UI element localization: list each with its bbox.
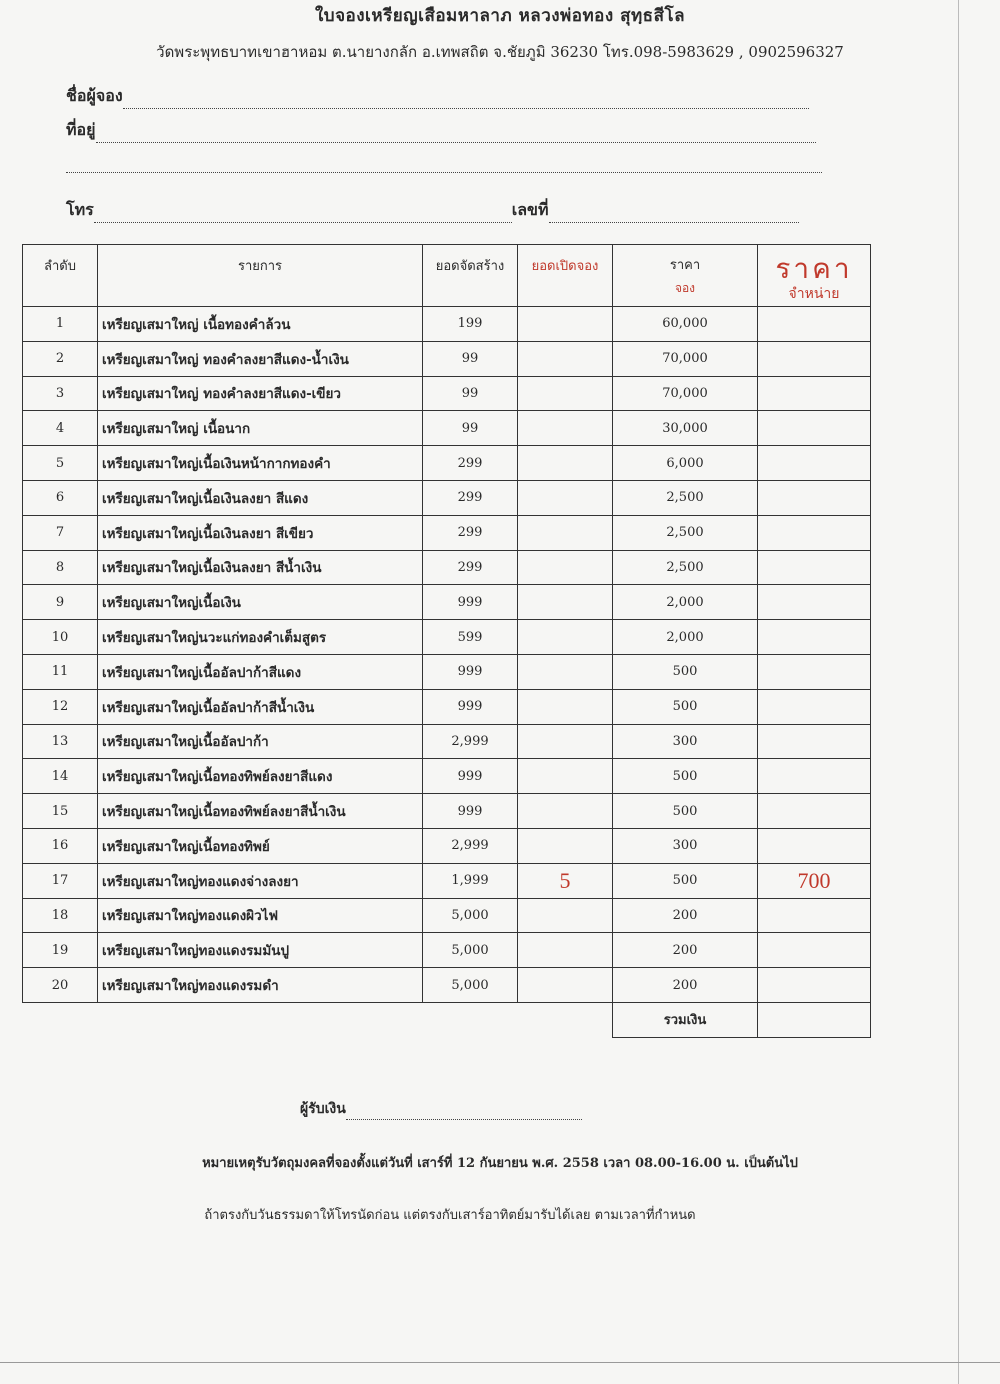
row-item-name: เหรียญเสมาใหญ่เนื้อทองทิพย์ลงยาสีน้ำเงิน [98, 794, 423, 829]
row-price: 2,500 [613, 550, 758, 585]
row-sale-price [758, 759, 871, 794]
row-price: 2,500 [613, 480, 758, 515]
row-sale-price [758, 620, 871, 655]
pickup-note: หมายเหตุรับวัตถุมงคลที่จองตั้งแต่วันที่ เสาร์ที่ 12 กันยายน พ.ศ. 2558 เวลา 08.00-16.00 น. เป็นต้นไป [202, 1156, 798, 1171]
number-line [549, 209, 799, 223]
row-open-booking [518, 550, 613, 585]
row-index: 16 [23, 828, 98, 863]
row-quantity: 299 [423, 446, 518, 481]
row-price: 500 [613, 654, 758, 689]
table-row [23, 341, 871, 376]
row-price: 500 [613, 794, 758, 829]
row-quantity: 999 [423, 794, 518, 829]
row-price: 500 [613, 759, 758, 794]
total-row [23, 1002, 871, 1037]
row-index: 7 [23, 515, 98, 550]
items-table [22, 244, 871, 1038]
row-open-booking: 5 [518, 863, 613, 898]
row-sale-price [758, 515, 871, 550]
table-row [23, 411, 871, 446]
row-price: 200 [613, 968, 758, 1003]
booker-name-field [66, 84, 809, 109]
row-quantity: 99 [423, 411, 518, 446]
row-index: 13 [23, 724, 98, 759]
phone-field [66, 198, 799, 223]
row-quantity: 5,000 [423, 933, 518, 968]
row-index: 4 [23, 411, 98, 446]
row-price: 500 [613, 863, 758, 898]
row-item-name: เหรียญเสมาใหญ่เนื้อทองทิพย์ [98, 828, 423, 863]
row-item-name: เหรียญเสมาใหญ่ทองแดงรมมันปู [98, 933, 423, 968]
row-index: 14 [23, 759, 98, 794]
table-row [23, 689, 871, 724]
row-sale-price [758, 794, 871, 829]
row-sale-price [758, 968, 871, 1003]
row-item-name: เหรียญเสมาใหญ่เนื้อเงินลงยา สีน้ำเงิน [98, 550, 423, 585]
receiver-line [346, 1106, 582, 1120]
row-quantity: 999 [423, 759, 518, 794]
row-price: 70,000 [613, 341, 758, 376]
table-body [23, 307, 871, 1003]
row-index: 3 [23, 376, 98, 411]
row-item-name: เหรียญเสมาใหญ่ ทองคำลงยาสีแดง-เขียว [98, 376, 423, 411]
row-quantity: 99 [423, 376, 518, 411]
row-sale-price [758, 933, 871, 968]
row-index: 18 [23, 898, 98, 933]
form-title: ใบจองเหรียญเสือมหาลาภ หลวงพ่อทอง สุทฺธสีโล [314, 6, 685, 26]
table-header-row [23, 245, 871, 307]
row-item-name: เหรียญเสมาใหญ่ทองแดงจ่างลงยา [98, 863, 423, 898]
row-item-name: เหรียญเสมาใหญ่เนื้อทองทิพย์ลงยาสีแดง [98, 759, 423, 794]
table-row [23, 759, 871, 794]
row-item-name: เหรียญเสมาใหญ่ เนื้อนาก [98, 411, 423, 446]
table-row [23, 585, 871, 620]
row-open-booking [518, 968, 613, 1003]
row-item-name: เหรียญเสมาใหญ่เนื้อเงินหน้ากากทองคำ [98, 446, 423, 481]
row-open-booking [518, 689, 613, 724]
table-row [23, 898, 871, 933]
table-row [23, 933, 871, 968]
table-row [23, 620, 871, 655]
row-item-name: เหรียญเสมาใหญ่เนื้ออัลปาก้าสีแดง [98, 654, 423, 689]
row-price: 2,500 [613, 515, 758, 550]
row-item-name: เหรียญเสมาใหญ่เนื้อเงินลงยา สีเขียว [98, 515, 423, 550]
row-sale-price [758, 689, 871, 724]
row-price: 70,000 [613, 376, 758, 411]
row-sale-price [758, 307, 871, 342]
address-line [96, 129, 816, 143]
address-field [66, 118, 816, 143]
phone-line [94, 209, 512, 223]
row-quantity: 999 [423, 689, 518, 724]
row-open-booking [518, 759, 613, 794]
row-price: 300 [613, 828, 758, 863]
booker-name-line [123, 95, 809, 109]
row-open-booking [518, 654, 613, 689]
row-sale-price [758, 550, 871, 585]
row-index: 5 [23, 446, 98, 481]
page-edge [958, 0, 959, 1384]
header-sale-price-label: ราคา [775, 252, 853, 285]
row-sale-price [758, 585, 871, 620]
row-item-name: เหรียญเสมาใหญ่ทองแดงผิวไฟ [98, 898, 423, 933]
row-quantity: 999 [423, 585, 518, 620]
row-quantity: 999 [423, 654, 518, 689]
header-item: รายการ [98, 245, 423, 307]
row-quantity: 1,999 [423, 863, 518, 898]
bottom-rule [0, 1362, 1000, 1363]
phone-label: โทร [66, 200, 94, 219]
row-index: 10 [23, 620, 98, 655]
row-price: 2,000 [613, 585, 758, 620]
row-open-booking [518, 794, 613, 829]
row-open-booking [518, 376, 613, 411]
row-index: 8 [23, 550, 98, 585]
row-index: 9 [23, 585, 98, 620]
table-row [23, 550, 871, 585]
table-row [23, 515, 871, 550]
row-open-booking [518, 411, 613, 446]
table-row [23, 480, 871, 515]
row-price: 200 [613, 898, 758, 933]
row-quantity: 299 [423, 550, 518, 585]
row-price: 500 [613, 689, 758, 724]
row-sale-price [758, 654, 871, 689]
row-price: 60,000 [613, 307, 758, 342]
row-index: 20 [23, 968, 98, 1003]
row-sale-price [758, 724, 871, 759]
temple-address: วัดพระพุทธบาทเขาฮาหอม ต.นายางกลัก อ.เทพสถิต จ.ชัยภูมิ 36230 โทร.098-5983629 , 0902596327 [156, 43, 844, 61]
table-row [23, 828, 871, 863]
table-row [23, 863, 871, 898]
row-open-booking [518, 898, 613, 933]
weekday-note: ถ้าตรงกับวันธรรมดาให้โทรนัดก่อน แต่ตรงกับเสาร์อาทิตย์มารับได้เลย ตามเวลาที่กำหนด [204, 1208, 696, 1223]
receiver-label: ผู้รับเงิน [300, 1101, 346, 1117]
table-row [23, 968, 871, 1003]
row-index: 6 [23, 480, 98, 515]
header-quantity: ยอดจัดสร้าง [423, 245, 518, 307]
row-item-name: เหรียญเสมาใหญ่ เนื้อทองคำล้วน [98, 307, 423, 342]
row-open-booking [518, 307, 613, 342]
row-quantity: 2,999 [423, 828, 518, 863]
address-label: ที่อยู่ [66, 120, 96, 139]
row-item-name: เหรียญเสมาใหญ่เนื้ออัลปาก้า [98, 724, 423, 759]
table-row [23, 724, 871, 759]
row-quantity: 99 [423, 341, 518, 376]
receiver-field [300, 1098, 582, 1120]
row-quantity: 5,000 [423, 968, 518, 1003]
header-price-sub: จอง [674, 281, 696, 295]
row-sale-price [758, 828, 871, 863]
row-index: 19 [23, 933, 98, 968]
row-price: 6,000 [613, 446, 758, 481]
row-index: 15 [23, 794, 98, 829]
row-open-booking [518, 828, 613, 863]
total-value [758, 1002, 871, 1037]
row-open-booking [518, 585, 613, 620]
row-index: 2 [23, 341, 98, 376]
row-open-booking [518, 446, 613, 481]
row-item-name: เหรียญเสมาใหญ่ทองแดงรมดำ [98, 968, 423, 1003]
row-quantity: 299 [423, 480, 518, 515]
row-price: 30,000 [613, 411, 758, 446]
header-price-label: ราคา [669, 258, 701, 273]
row-open-booking [518, 620, 613, 655]
row-index: 1 [23, 307, 98, 342]
row-open-booking [518, 515, 613, 550]
row-sale-price [758, 341, 871, 376]
table-row [23, 794, 871, 829]
row-open-booking [518, 341, 613, 376]
row-item-name: เหรียญเสมาใหญ่เนื้อเงินลงยา สีแดง [98, 480, 423, 515]
table-row [23, 307, 871, 342]
table-row [23, 446, 871, 481]
row-quantity: 2,999 [423, 724, 518, 759]
row-quantity: 299 [423, 515, 518, 550]
row-item-name: เหรียญเสมาใหญ่เนื้อเงิน [98, 585, 423, 620]
header-open-booking: ยอดเปิดจอง [518, 245, 613, 307]
row-index: 11 [23, 654, 98, 689]
booker-name-label: ชื่อผู้จอง [66, 86, 123, 105]
row-open-booking [518, 724, 613, 759]
row-price: 200 [613, 933, 758, 968]
row-sale-price [758, 480, 871, 515]
header-price [613, 245, 758, 307]
total-label: รวมเงิน [613, 1002, 758, 1037]
row-sale-price [758, 376, 871, 411]
row-sale-price [758, 898, 871, 933]
header-sale-price-sub: จำหน่าย [788, 286, 840, 302]
row-sale-price [758, 411, 871, 446]
header-sale-price [758, 245, 871, 307]
row-index: 17 [23, 863, 98, 898]
row-quantity: 599 [423, 620, 518, 655]
row-open-booking [518, 933, 613, 968]
row-quantity: 199 [423, 307, 518, 342]
row-index: 12 [23, 689, 98, 724]
address-line-2 [66, 172, 822, 173]
row-sale-price: 700 [758, 863, 871, 898]
row-quantity: 5,000 [423, 898, 518, 933]
row-price: 300 [613, 724, 758, 759]
number-label: เลขที่ [511, 200, 549, 219]
header-index: ลำดับ [23, 245, 98, 307]
row-item-name: เหรียญเสมาใหญ่นวะแก่ทองคำเต็มสูตร [98, 620, 423, 655]
row-open-booking [518, 480, 613, 515]
row-sale-price [758, 446, 871, 481]
table-row [23, 376, 871, 411]
total-spacer [23, 1002, 613, 1037]
table-row [23, 654, 871, 689]
row-price: 2,000 [613, 620, 758, 655]
row-item-name: เหรียญเสมาใหญ่เนื้ออัลปาก้าสีน้ำเงิน [98, 689, 423, 724]
row-item-name: เหรียญเสมาใหญ่ ทองคำลงยาสีแดง-น้ำเงิน [98, 341, 423, 376]
